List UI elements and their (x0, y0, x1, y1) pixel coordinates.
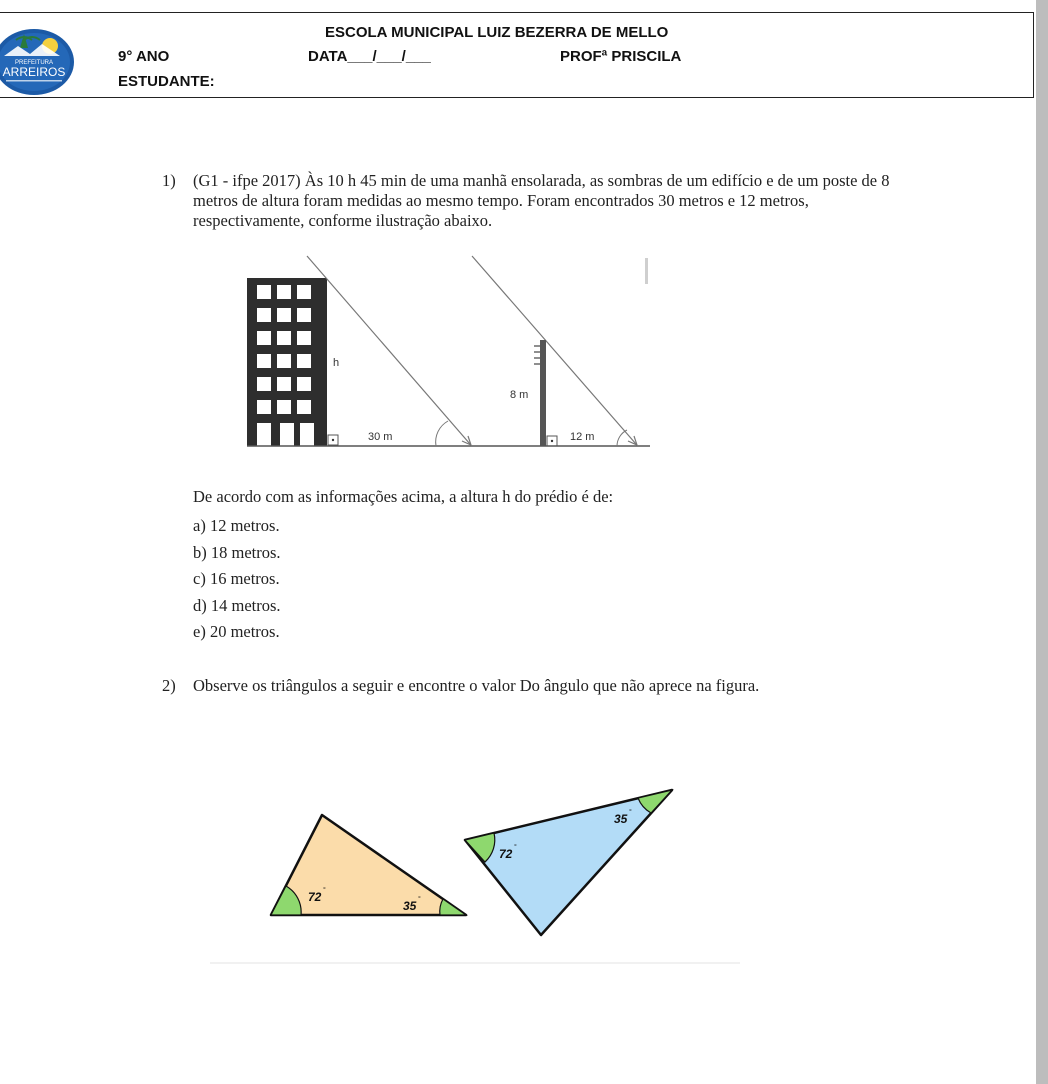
teacher-name: PROFª PRISCILA (560, 48, 682, 65)
date-label: DATA___/___/___ (308, 48, 431, 65)
school-name: ESCOLA MUNICIPAL LUIZ BEZERRA DE MELLO (325, 24, 669, 41)
question-2-number: 2) (162, 676, 176, 695)
question-2-text: Observe os triângulos a seguir e encontre o valor Do ângulo que não aprece na figura. (193, 676, 760, 695)
pole (540, 340, 546, 446)
triangle-1-angle-35 (440, 899, 466, 915)
answer-options (193, 513, 281, 646)
triangle-1 (271, 815, 466, 915)
pole-height-label: 8 m (510, 389, 529, 401)
building-shadow-label: 30 m (368, 431, 393, 443)
question-1-text: (G1 - ifpe 2017) Às 10 h 45 min de uma manhã ensolarada, as sombras de um edifício e de um poste de 8 metros de altura foram medidas ao mesmo tempo. Foram encontrados 30 metros e 12 metros, respectivamente, conforme ilustração abaixo. (193, 171, 890, 230)
shadow-figure (240, 250, 660, 455)
triangles-figure (262, 780, 682, 945)
tri1-angle-b-label: 35 (403, 899, 417, 913)
question-1-number: 1) (162, 171, 176, 190)
logo-big-text: ARREIROS (2, 65, 66, 79)
svg-text:°: ° (514, 844, 517, 851)
pole-shadow-label: 12 m (570, 431, 595, 443)
tri1-angle-a-label: 72 (308, 890, 322, 904)
tri2-angle-a-label: 72 (499, 847, 513, 861)
option-a: a) 12 metros. (193, 516, 280, 535)
triangle-2 (465, 790, 672, 935)
svg-text:°: ° (323, 887, 326, 894)
svg-text:°: ° (418, 896, 421, 903)
logo-small-text: PREFEITURA (14, 60, 54, 66)
scrollbar-edge (1036, 0, 1048, 1084)
option-e: e) 20 metros. (193, 622, 280, 641)
divider (210, 962, 740, 964)
grade-label: 9° ANO (118, 48, 170, 65)
option-b: b) 18 metros. (193, 542, 281, 562)
question-1-stem: De acordo com as informações acima, a altura h do prédio é de: (193, 487, 614, 506)
option-c: c) 16 metros. (193, 569, 280, 588)
student-label: ESTUDANTE: (118, 73, 215, 90)
building-height-label: h (333, 357, 340, 369)
option-d: d) 14 metros. (193, 595, 281, 615)
svg-text:°: ° (629, 809, 632, 816)
prefeitura-logo (0, 18, 78, 98)
tri2-angle-b-label: 35 (614, 812, 628, 826)
